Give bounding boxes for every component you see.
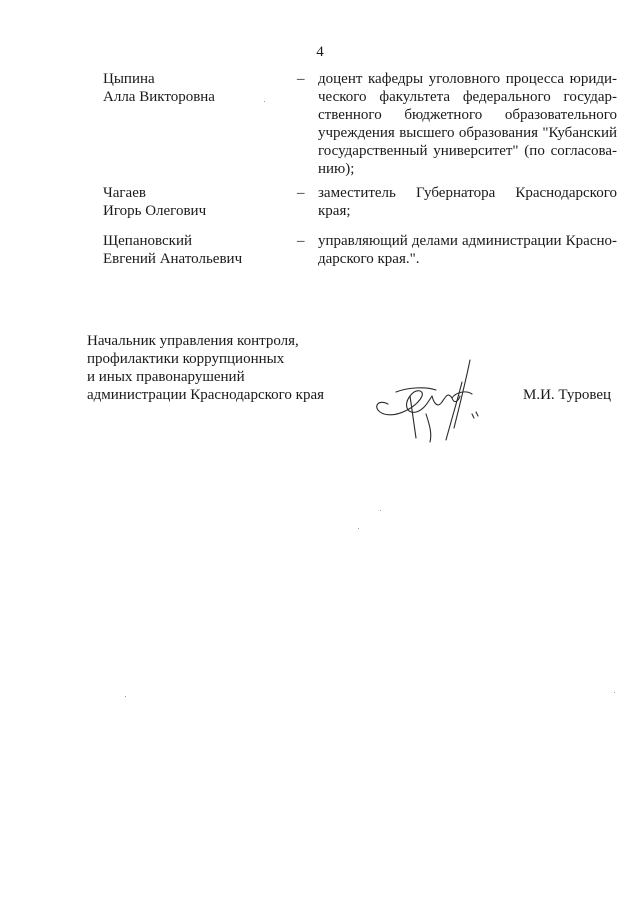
position-line: администрации Краснодарского края bbox=[87, 387, 325, 403]
dash-separator: – bbox=[297, 185, 305, 201]
member-given-names: Алла Викторовна bbox=[103, 89, 215, 105]
role-line: дарского края.". bbox=[318, 251, 420, 267]
position-line: Начальник управления контроля, bbox=[87, 333, 299, 349]
member-given-names: Игорь Олегович bbox=[103, 203, 207, 219]
scan-speck bbox=[380, 510, 381, 511]
member-surname: Щепановский bbox=[103, 233, 192, 249]
role-line: учреждения высшего образования "Кубанский bbox=[318, 125, 617, 141]
member-surname: Чагаев bbox=[103, 185, 146, 201]
role-line: доцент кафедры уголовного процесса юриди- bbox=[318, 71, 617, 87]
signer-name: М.И. Туровец bbox=[523, 387, 612, 403]
role-line: ственного бюджетного образовательного bbox=[318, 107, 617, 123]
role-line: ческого факультета федерального государ- bbox=[318, 89, 617, 105]
member-name bbox=[103, 184, 273, 220]
member-name bbox=[103, 232, 273, 268]
member-given-names: Евгений Анатольевич bbox=[103, 251, 243, 267]
member-role bbox=[318, 70, 617, 178]
dash-separator: – bbox=[297, 71, 305, 87]
role-line: заместитель Губернатора Краснодарского bbox=[318, 185, 617, 201]
member-surname: Цыпина bbox=[103, 71, 155, 87]
scan-speck bbox=[125, 696, 126, 697]
page-number: 4 bbox=[316, 44, 324, 60]
role-line: нию); bbox=[318, 161, 355, 177]
member-name bbox=[103, 70, 273, 106]
role-line: края; bbox=[318, 203, 351, 219]
role-line: государственный университет" (по согласова- bbox=[318, 143, 617, 159]
handwritten-signature bbox=[366, 352, 486, 447]
position-line: профилактики коррупционных bbox=[87, 351, 285, 367]
member-role bbox=[318, 184, 617, 220]
role-line: управляющий делами администрации Красно- bbox=[318, 233, 617, 249]
dash-separator: – bbox=[297, 233, 305, 249]
scan-speck bbox=[358, 528, 359, 529]
member-role bbox=[318, 232, 617, 268]
scan-speck bbox=[264, 101, 265, 102]
scan-speck bbox=[614, 692, 615, 693]
position-line: и иных правонарушений bbox=[87, 369, 245, 385]
signatory-position bbox=[87, 332, 324, 404]
